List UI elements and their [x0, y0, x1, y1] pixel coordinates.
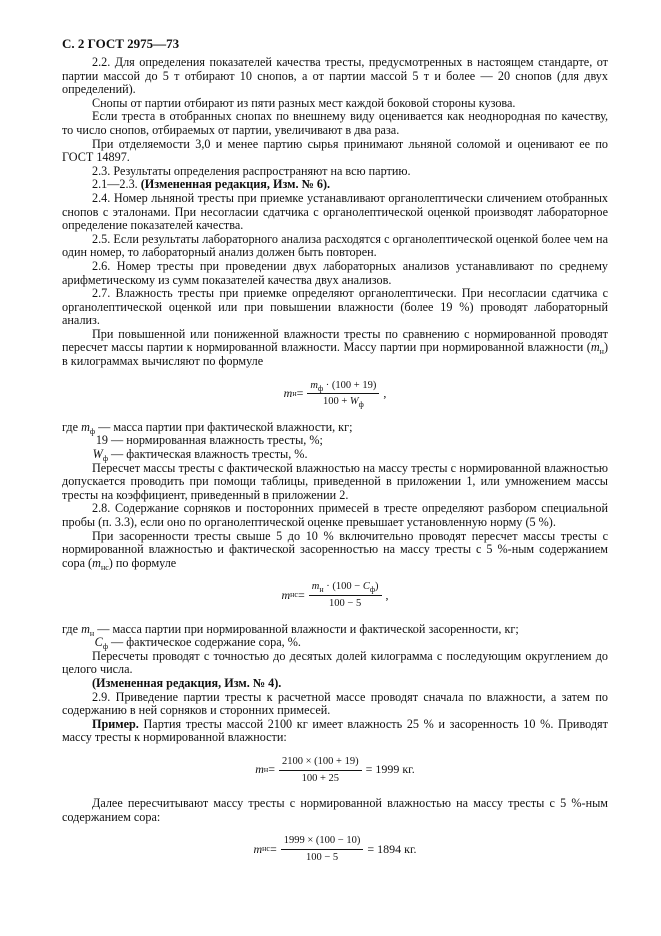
- comma: ,: [385, 587, 389, 602]
- where-item: [62, 636, 608, 650]
- symbol: C: [94, 635, 103, 650]
- fraction: [279, 755, 362, 785]
- fraction: [309, 580, 382, 610]
- subscript: ф: [317, 383, 324, 393]
- symbol: W: [92, 447, 103, 462]
- document-body: [62, 56, 608, 876]
- symbol: m: [253, 841, 263, 856]
- denominator: 100 − 5: [329, 597, 362, 609]
- symbol: m: [283, 385, 293, 400]
- paragraph: Пересчеты проводят с точностью до десятых долей килограмма с последующим округлением до целого числа.: [62, 648, 608, 677]
- label: [62, 448, 108, 462]
- paragraph: Пересчет массы тресты с фактической влажностью на массу тресты с нормированной влажностью допускается проводить при помощи таблицы, приведенной в приложении 1, или умножением массы тресты на коэффициент, приведенный в приложении 2.: [62, 460, 608, 502]
- paragraph: [62, 328, 608, 369]
- text: ) по формуле: [108, 555, 177, 570]
- subscript: ф: [369, 585, 376, 595]
- where-item: [62, 434, 608, 448]
- subscript: ф: [89, 426, 96, 436]
- formula-example-mn: m н = $\frac{2100 \times (100 + 19)}{100 + 25}$ = 1999 кг.: [255, 755, 415, 784]
- equals: =: [297, 587, 305, 602]
- text: 2.1—2.3.: [92, 177, 141, 192]
- paragraph: [62, 530, 608, 571]
- symbol: m: [255, 762, 264, 777]
- symbol: m: [92, 555, 101, 570]
- equals: =: [269, 841, 277, 856]
- text: — нормированная влажность тресты, %;: [108, 433, 323, 448]
- paragraph: При отделяемости 3,0 и менее партию сырья принимают льняной соломой и оценивают ее по ГОСТ 14897.: [62, 136, 608, 165]
- text: При засоренности тресты свыше 5 до 10 % включительно проводят пересчет массы тресты с нормированной влажностью и фактической засоренностью на массу тресты с 5 %-ным содержанием сора (: [62, 528, 608, 570]
- numerator: [309, 580, 382, 596]
- fraction: [307, 379, 379, 409]
- symbol: m: [81, 419, 90, 434]
- text: 100 +: [322, 396, 350, 408]
- text: 19: [95, 433, 108, 448]
- text: — масса партии при фактической влажности, кг;: [95, 419, 353, 434]
- paragraph: Если треста в отобранных снопах по внешнему виду оценивается как неоднородная по качеству, то число снопов, отбираемых от партии, увеличивают в два раза.: [62, 109, 608, 137]
- text: При повышенной или пониженной влажности тресты по сравнению с нормированной проводят пересчет массы партии к нормированной влажности. Массу партии при нормированной влажности (: [62, 326, 608, 355]
- paragraph: 2.9. Приведение партии тресты к расчетной массе проводят сначала по влажности, а затем по содержанию в ней сорняков и сторонних примесей.: [62, 689, 608, 718]
- subscript: н: [89, 628, 95, 638]
- paragraph: 2.3. Результаты определения распространяют на всю партию.: [92, 163, 411, 178]
- subscript: н: [319, 585, 324, 595]
- paragraph: 2.4. Номер льняной тресты при приемке устанавливают органолептически сличением отобранных снопов с эталонами. При несогласии сдатчика с органолептической оценкой производят лабораторное определение показателей качества.: [62, 190, 608, 233]
- paragraph: 2.2. Для определения показателей качества тресты, предусмотренных в настоящем стандарте, от партии массой до 5 т отбирают 10 снопов, а от партии массой 5 т и более — 20 снопов (для двух определений).: [62, 55, 608, 97]
- formula-example-mnc: m нс = $\frac{1999 \times (100 - 10)}{100 - 5}$ = 1894 кг.: [253, 835, 417, 863]
- text: — масса партии при нормированной влажности и фактической засоренности, кг;: [94, 621, 519, 636]
- subscript: н: [599, 347, 604, 357]
- symbol: C: [362, 581, 370, 593]
- text: — фактическое содержание сора, %.: [108, 635, 301, 650]
- amendment-note: (Измененная редакция, Изм. № 4).: [92, 675, 282, 690]
- numerator: [307, 379, 379, 395]
- denominator: 100 + 25: [301, 772, 339, 784]
- paragraph: 2.6. Номер тресты при проведении двух лабораторных анализов устанавливают по среднему арифметическому из сумм показателей качества двух анализов.: [62, 258, 608, 287]
- where-item: [62, 448, 608, 462]
- symbol: m: [81, 621, 90, 636]
- paragraph: 2.8. Содержание сорняков и посторонних примесей в тресте определяют разбором специальной пробы (п. 3.3), если оно по органолептической оценке превышает установленную норму (5 %).: [62, 501, 608, 529]
- result: = 1999 кг.: [365, 762, 415, 777]
- equals: =: [268, 762, 275, 777]
- paragraph: 2.5. Если результаты лабораторного анализа расходятся с органолептической оценкой более чем на один номер, то лабораторный анализ должен быть повторен.: [62, 231, 608, 260]
- subscript: нс: [100, 562, 109, 572]
- where-item: [62, 623, 608, 637]
- text: · (100 + 19): [323, 379, 377, 391]
- comma: ,: [383, 385, 387, 400]
- denominator: 100 − 5: [305, 851, 339, 863]
- symbol: m: [310, 379, 318, 391]
- subscript: ф: [102, 642, 108, 652]
- text: ) в килограммах вычисляют по формуле: [62, 340, 608, 369]
- text: где: [62, 621, 82, 636]
- example-label: Пример.: [92, 716, 139, 731]
- denominator: [320, 394, 367, 409]
- symbol: m: [311, 581, 320, 593]
- paragraph: [62, 718, 608, 745]
- page-header: С. 2 ГОСТ 2975—73: [62, 36, 180, 51]
- paragraph: [62, 677, 608, 691]
- text: ): [375, 581, 379, 593]
- symbol: m: [590, 340, 600, 355]
- paragraph: Снопы от партии отбирают из пяти разных мест каждой боковой стороны кузова.: [92, 95, 516, 110]
- numerator: 2100 × (100 + 19): [279, 755, 362, 771]
- subscript: ф: [102, 454, 108, 464]
- equals: =: [296, 385, 304, 400]
- text: Партия тресты массой 2100 кг имеет влажность 25 % и засоренность 10 %. Приводят массу тресты к нормированной влажности:: [62, 716, 608, 745]
- amendment-note: (Измененная редакция, Изм. № 6).: [140, 177, 331, 192]
- text: — фактическая влажность тресты, %.: [108, 447, 308, 462]
- symbol: m: [281, 587, 291, 602]
- formula-mn: m н = $\frac{m_ф \cdot (100 + 19)}{100 + W_ф}$ ,: [283, 379, 387, 410]
- fraction: [281, 834, 364, 864]
- text: где: [62, 419, 82, 434]
- symbol: W: [349, 396, 359, 408]
- label: [62, 636, 108, 650]
- paragraph: Далее пересчитывают массу тресты с нормированной влажностью на массу тресты с 5 %-ным содержанием сора:: [62, 796, 608, 824]
- where-item: [62, 421, 608, 435]
- text: · (100 −: [323, 581, 363, 593]
- paragraph: [62, 178, 608, 192]
- subscript: ф: [358, 400, 364, 410]
- formula-mnc: m нс = $\frac{m_н \cdot (100 - C_ф)}{100 - 5}$ ,: [281, 581, 389, 609]
- result: = 1894 кг.: [367, 841, 417, 856]
- paragraph: 2.7. Влажность тресты при приемке определяют органолептически. При несогласии сдатчика с органолептической оценкой или при повышении влажности (более 19 %) проводят лабораторный анализ.: [62, 286, 608, 328]
- numerator: 1999 × (100 − 10): [281, 834, 364, 850]
